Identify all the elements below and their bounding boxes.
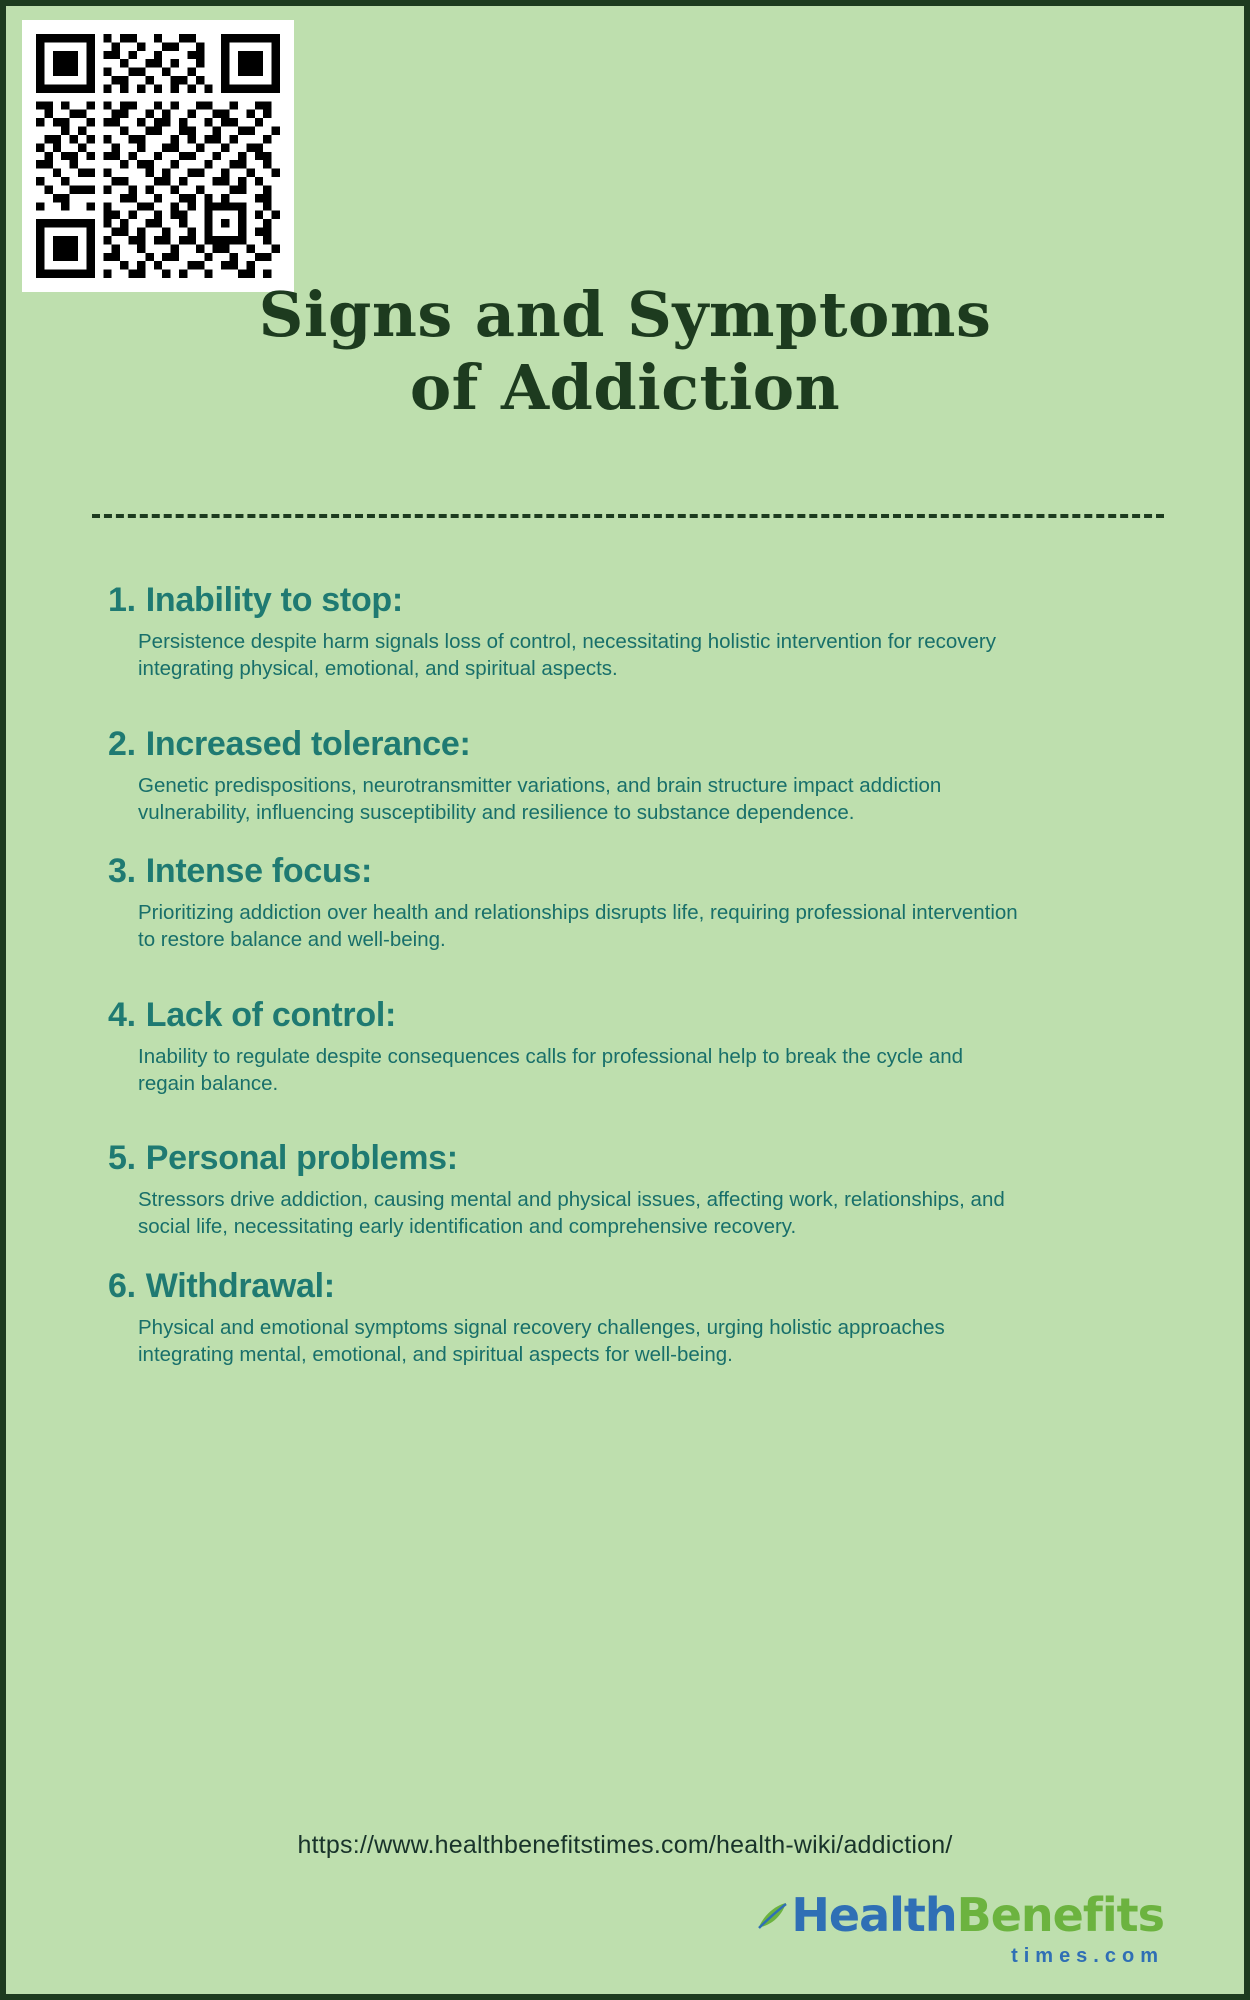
list-item-body: Physical and emotional symptoms signal recovery challenges, urging holistic approaches integrating mental, emotional, and spiritual aspects for well-being. — [138, 1315, 945, 1366]
list-item — [102, 581, 1172, 683]
list-item — [102, 852, 1172, 954]
list-item-number: 1. — [108, 581, 136, 619]
qr-code-image — [36, 34, 280, 278]
title-line-1: Signs and Symptoms — [258, 278, 992, 351]
list-item — [102, 1139, 1172, 1241]
list-item-heading — [102, 1139, 1172, 1178]
list-item-title: Intense focus: — [145, 852, 373, 890]
list-item — [102, 996, 1172, 1098]
list-item — [102, 725, 1172, 827]
logo-domain: times.com — [1011, 1945, 1164, 1967]
logo-health-text: Health — [791, 1888, 957, 1942]
site-logo[interactable] — [755, 1888, 1164, 1967]
list-item-title: Inability to stop: — [145, 581, 403, 619]
list-item-heading — [102, 996, 1172, 1035]
list-item-number: 4. — [108, 995, 136, 1034]
source-url[interactable]: https://www.healthbenefitstimes.com/health-wiki/addiction/ — [297, 1831, 953, 1859]
list-item-body: Inability to regulate despite consequences calls for professional help to break the cycle and regain balance. — [138, 1044, 964, 1095]
list-item-body: Stressors drive addiction, causing mental and physical issues, affecting work, relationships, and social life, necessitating early identification and comprehensive recovery. — [138, 1188, 1005, 1239]
logo-benefits-text: Benefits — [956, 1888, 1164, 1942]
list-item — [102, 1267, 1172, 1369]
list-item-body: Persistence despite harm signals loss of control, necessitating holistic intervention for recovery integrating physical, emotional, and spiritual aspects. — [138, 630, 996, 681]
title-line-2: of Addiction — [409, 351, 841, 425]
list-item-heading — [102, 852, 1172, 891]
list-item-title: Lack of control: — [145, 995, 396, 1034]
list-item-number: 3. — [108, 852, 136, 890]
list-item-heading — [102, 581, 1172, 620]
symptoms-list — [102, 581, 1172, 1394]
logo-wordmark — [755, 1888, 1164, 1942]
list-item-title: Withdrawal: — [145, 1266, 335, 1305]
list-item-number: 5. — [108, 1139, 136, 1177]
spacer — [102, 980, 1172, 996]
qr-code[interactable] — [22, 20, 294, 292]
list-item-heading — [102, 725, 1172, 764]
list-item-title: Personal problems: — [145, 1139, 458, 1177]
spacer — [102, 709, 1172, 725]
list-item-title: Increased tolerance: — [145, 724, 471, 763]
divider — [92, 514, 1164, 518]
spacer — [102, 1123, 1172, 1139]
list-item-number: 2. — [108, 724, 136, 763]
page-title — [6, 278, 1244, 424]
list-item-body: Genetic predispositions, neurotransmitter variations, and brain structure impact addiction vulnerability, influencing susceptibility and resilience to substance dependence. — [138, 773, 942, 824]
list-item-heading — [102, 1267, 1172, 1306]
leaf-icon — [755, 1894, 789, 1940]
list-item-number: 6. — [108, 1266, 136, 1305]
list-item-body: Prioritizing addiction over health and relationships disrupts life, requiring professional intervention to restore balance and well-being. — [138, 901, 1018, 952]
